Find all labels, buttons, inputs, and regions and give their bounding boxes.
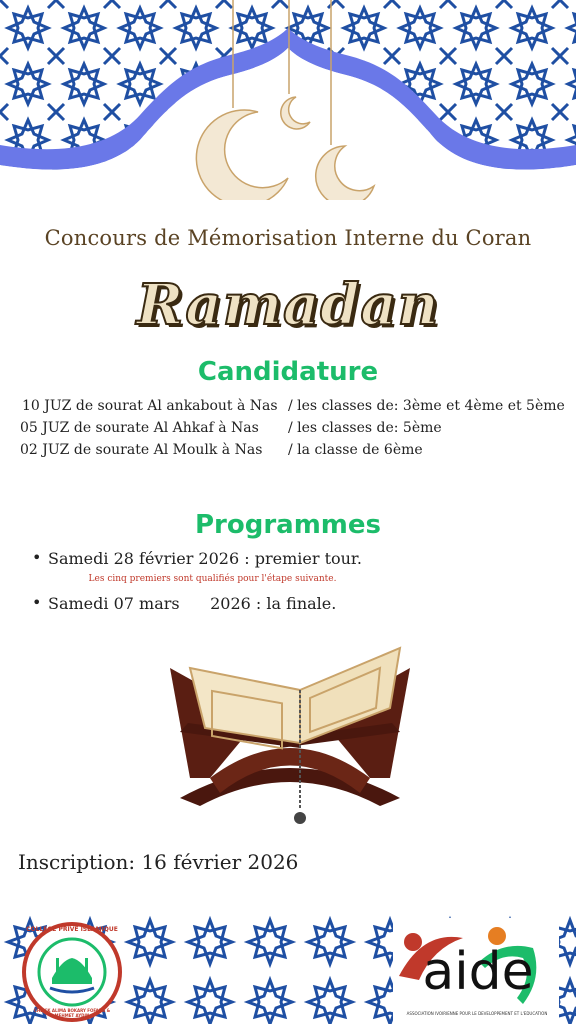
programme-item xyxy=(34,549,362,568)
programme-item-text: Samedi 07 mars 2026 : la finale. xyxy=(48,594,337,613)
college-logo-subtext: CHEICK ALIMA BOKARY FOFANA & MEHMET AYDIN xyxy=(33,1008,111,1018)
inscription-date: Inscription: 16 février 2026 xyxy=(18,850,299,874)
header-decoration xyxy=(0,0,576,200)
programmes-heading: Programmes xyxy=(194,510,381,540)
candidature-row-classes: / les classes de: 3ème et 4ème et 5ème xyxy=(288,398,565,414)
candidature-row-classes: / la classe de 6ème xyxy=(288,442,423,458)
college-logo-text: COLLEGE PRIVE ISLAMIQUE xyxy=(26,926,118,933)
candidature-heading: Candidature xyxy=(197,357,379,387)
page-title: Ramadan xyxy=(136,272,440,338)
quran-stand-image xyxy=(150,628,430,834)
aide-logo-text: aide xyxy=(422,942,534,1002)
subtitle: Concours de Mémorisation Interne du Coran xyxy=(44,226,532,250)
candidature-row-juz: 10 JUZ de sourat Al ankabout à Nas xyxy=(22,398,278,414)
programme-item xyxy=(34,594,336,613)
candidature-row-classes: / les classes de: 5ème xyxy=(288,420,442,436)
candidature-row-juz: 02 JUZ de sourate Al Moulk à Nas xyxy=(20,442,263,458)
college-logo xyxy=(22,922,122,1022)
candidature-row-juz: 05 JUZ de sourate Al Ahkaf à Nas xyxy=(20,420,259,436)
programme-note: Les cinq premiers sont qualifiés pour l'étape suivante. xyxy=(88,574,337,584)
aide-logo-subtext: ASSOCIATION IVOIRIENNE POUR LE DEVELOPPEMENT ET L'EDUCATION xyxy=(406,1011,548,1016)
programme-item-text: Samedi 28 février 2026 : premier tour. xyxy=(48,549,362,568)
